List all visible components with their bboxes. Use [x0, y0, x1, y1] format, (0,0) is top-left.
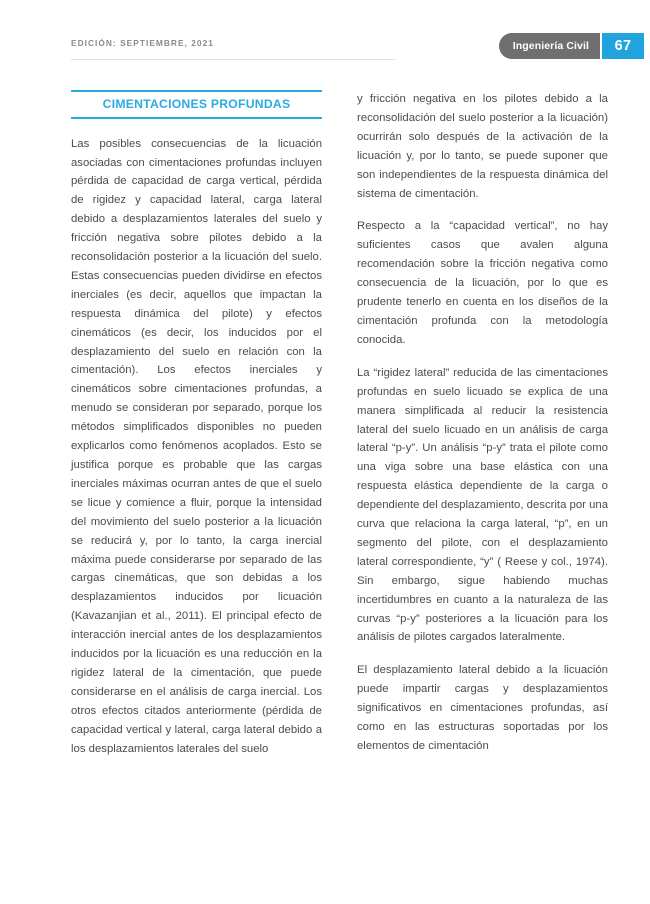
edition-label: EDICIÓN: SEPTIEMBRE, 2021: [71, 38, 214, 48]
publication-name-badge: Ingeniería Civil: [499, 33, 600, 59]
section-heading: [71, 90, 322, 119]
paragraph: La “rigidez lateral” reducida de las cimentaciones profundas en suelo licuado se explica de una manera simplificada al reducir la resistencia lateral del suelo licuado en un análisis de carga lateral “p-y”. Un análisis “p-y” trata el pilote como una viga sobre una base elástica con una respuesta elástica dependiente de la carga o dependiente del desplazamiento, descrita por una curva que relaciona la carga lateral, “p”, en un segmento del pilote, con el desplazamiento lateral correspondiente, “y” ( Reese y col., 1974). Sin embargo, sigue habiendo muchas incertidumbres en cuanto a la naturaleza de las curvas “p-y” posteriores a la licuación para los análisis de pilotes cargados lateralmente.: [357, 366, 608, 644]
section-rule-bottom: [71, 117, 322, 119]
paragraph: y fricción negativa en los pilotes debido a la reconsolidación del suelo posterior a la licuación) ocurrirán solo después de la activación de la licuación y, por lo tanto, se puede suponer que son independientes de la respuesta dinámica del sistema de cimentación.: [357, 93, 608, 200]
header-divider: [71, 59, 396, 60]
publication-badge-group: [499, 33, 644, 59]
paragraph: El desplazamiento lateral debido a la licuación puede impartir cargas y desplazamientos significativos en cimentaciones profundas, así como en las estructuras soportadas por los elementos de cimentación: [357, 664, 608, 752]
page-title: CIMENTACIONES PROFUNDAS: [102, 96, 291, 111]
right-column: [357, 90, 608, 756]
left-column: [71, 90, 322, 759]
page-header: [0, 30, 650, 64]
paragraph: Respecto a la “capacidad vertical”, no hay suficientes casos que avalen alguna recomendación sobre la fricción negativa como consecuencia de la licuación, por lo que es prudente tenerlo en cuenta en los diseños de la cimentación profunda con la metodología conocida.: [357, 220, 608, 346]
paragraph: Las posibles consecuencias de la licuación asociadas con cimentaciones profundas incluyen pérdida de capacidad de carga vertical, pérdida de rigidez y capacidad lateral, carga lateral debido a desplazamientos laterales del suelo y fricción negativa sobre pilotes debido a la reconsolidación posterior a la licuación del suelo. Estas consecuencias pueden dividirse en efectos inerciales (es decir, aquellos que impactan la respuesta dinámica del pilote) y efectos cinemáticos (es decir, los inducidos por el desplazamiento del suelo en relación con la cimentación). Los efectos inerciales y cinemáticos sobre cimentaciones profundas, a menudo se consideran por separado, porque los métodos simplificados disponibles no pueden explicarlos como fenómenos acoplados. Esto se justifica porque es probable que las cargas inerciales máximas ocurran antes de que el suelo se licue y comience a fluir, porque la intensidad del movimiento del suelo posterior a la licuación se reducirá y, por lo tanto, la carga inercial máxima puede considerarse por separado de las cargas cinemáticas, que son debidas a los desplazamientos inducidos por licuación (Kavazanjian et al., 2011). El principal efecto de interacción inercial antes de los desplazamientos inducidos por la licuación es una reducción en la rigidez lateral de la cimentación, que puede considerarse en el análisis de carga inercial. Los otros efectos citados anteriormente (pérdida de capacidad vertical y lateral, carga lateral debido a los desplazamientos laterales del suelo: [71, 137, 322, 755]
page-number-badge: 67: [602, 33, 644, 59]
